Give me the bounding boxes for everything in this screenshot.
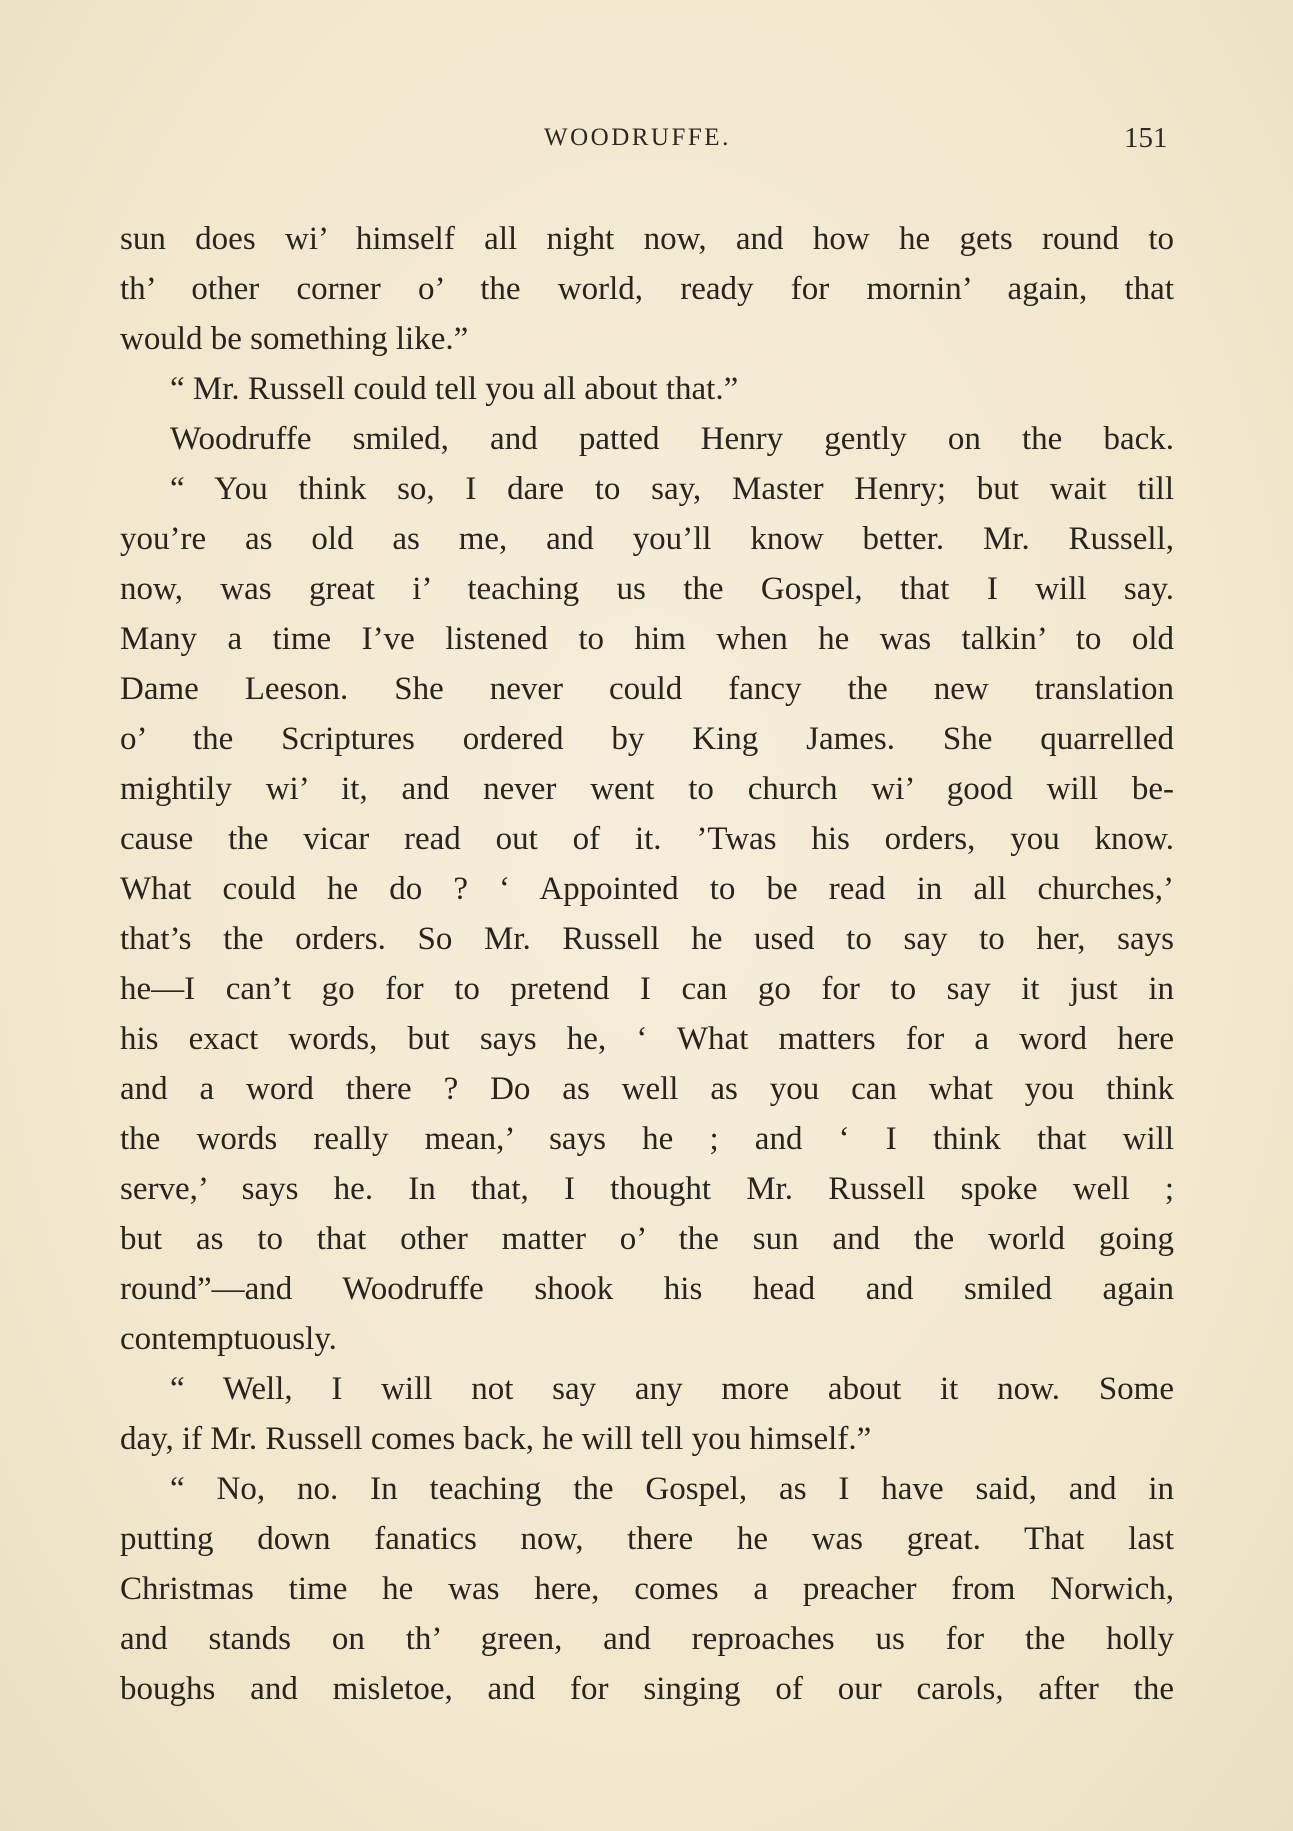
- text-line: Dame Leeson. She never could fancy the new translation: [120, 671, 1174, 707]
- text-line: would be something like.”: [120, 321, 469, 357]
- text-line: day, if Mr. Russell comes back, he will tell you himself.”: [120, 1421, 872, 1457]
- text-line: but as to that other matter o’ the sun and the world going: [120, 1221, 1174, 1257]
- text-line: “ No, no. In teaching the Gospel, as I have said, and in: [170, 1471, 1174, 1507]
- text-line: “ You think so, I dare to say, Master Henry; but wait till: [170, 471, 1174, 507]
- text-line: Christmas time he was here, comes a preacher from Norwich,: [120, 1571, 1174, 1607]
- text-line: Woodruffe smiled, and patted Henry gently on the back.: [170, 421, 1174, 457]
- text-line: you’re as old as me, and you’ll know better. Mr. Russell,: [120, 521, 1174, 557]
- text-line: th’ other corner o’ the world, ready for mornin’ again, that: [120, 271, 1174, 307]
- text-line: putting down fanatics now, there he was great. That last: [120, 1521, 1174, 1557]
- text-line: “ Well, I will not say any more about it now. Some: [170, 1371, 1174, 1407]
- text-line: the words really mean,’ says he ; and ‘ I think that will: [120, 1121, 1174, 1157]
- text-line: that’s the orders. So Mr. Russell he used to say to her, says: [120, 921, 1174, 957]
- text-line: and a word there ? Do as well as you can what you think: [120, 1071, 1174, 1107]
- text-line: round”—and Woodruffe shook his head and smiled again: [120, 1271, 1174, 1307]
- running-title: WOODRUFFE.: [544, 124, 731, 151]
- text-line: mightily wi’ it, and never went to church wi’ good will be-: [120, 771, 1174, 807]
- text-line: o’ the Scriptures ordered by King James. She quarrelled: [120, 721, 1174, 757]
- text-line: serve,’ says he. In that, I thought Mr. Russell spoke well ;: [120, 1171, 1174, 1207]
- text-line: contemptuously.: [120, 1321, 337, 1357]
- page-number: 151: [1124, 122, 1168, 154]
- text-line: his exact words, but says he, ‘ What matters for a word here: [120, 1021, 1174, 1057]
- text-line: cause the vicar read out of it. ’Twas his orders, you know.: [120, 821, 1174, 857]
- text-line: now, was great i’ teaching us the Gospel, that I will say.: [120, 571, 1174, 607]
- text-line: boughs and misletoe, and for singing of our carols, after the: [120, 1671, 1174, 1707]
- text-line: sun does wi’ himself all night now, and how he gets round to: [120, 221, 1174, 257]
- text-line: Many a time I’ve listened to him when he was talkin’ to old: [120, 621, 1174, 657]
- text-line: “ Mr. Russell could tell you all about that.”: [170, 371, 739, 407]
- running-head: [0, 124, 1293, 164]
- text-line: What could he do ? ‘ Appointed to be read in all churches,’: [120, 871, 1174, 907]
- body-text: [120, 214, 1174, 1714]
- text-line: he—I can’t go for to pretend I can go for to say it just in: [120, 971, 1174, 1007]
- text-line: and stands on th’ green, and reproaches us for the holly: [120, 1621, 1174, 1657]
